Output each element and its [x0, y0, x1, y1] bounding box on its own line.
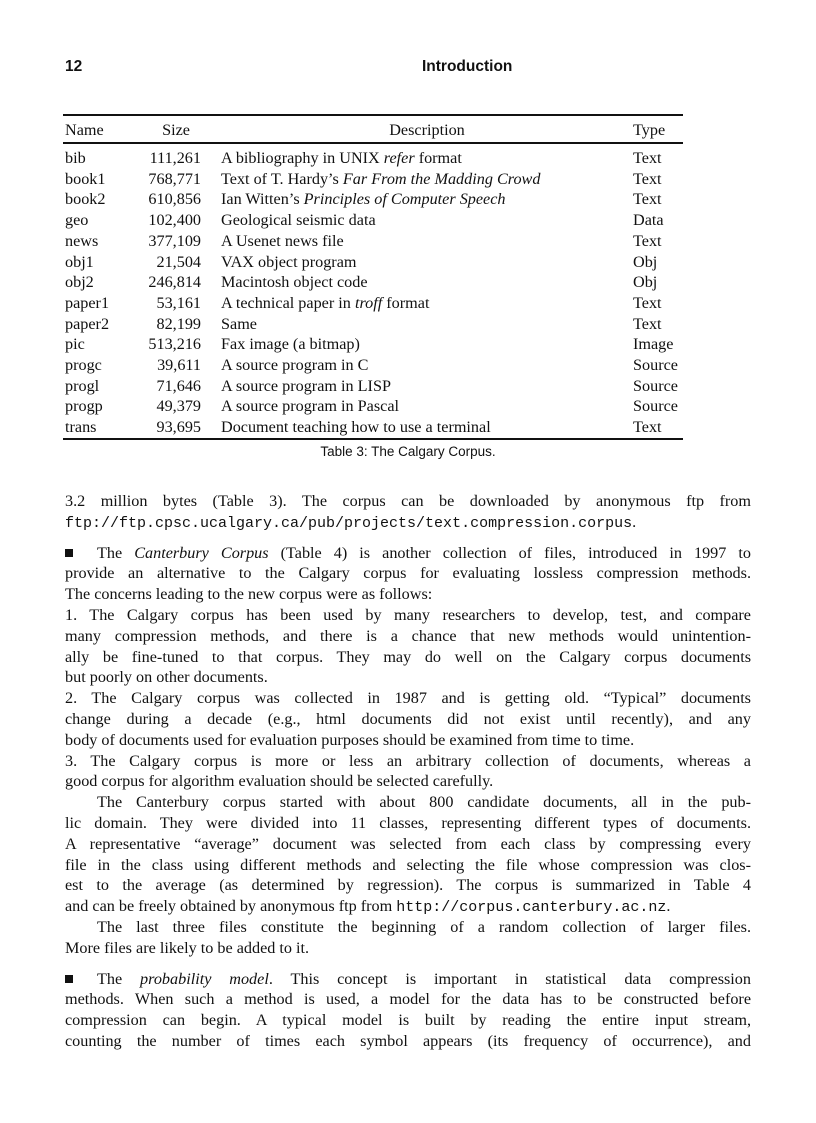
text-line — [65, 688, 751, 709]
text-segment: A source program in Pascal — [221, 397, 400, 416]
italic-text: probability model — [140, 969, 269, 988]
text-segment: The Canterbury corpus started with about 800 candidate documents, all in the pub- — [97, 793, 751, 812]
table-row — [63, 396, 683, 417]
text-segment: format — [382, 293, 430, 312]
file-size-cell: 768,771 — [148, 169, 201, 188]
file-size-cell: 71,646 — [156, 376, 201, 395]
text-segment: many compression methods, and there is a chance that new methods would unintention- — [65, 626, 751, 645]
description-cell — [221, 396, 633, 417]
file-name-cell: obj2 — [65, 273, 94, 292]
text-line — [65, 563, 751, 584]
text-line — [65, 647, 751, 668]
description-cell — [221, 355, 633, 376]
text-segment: A bibliography in UNIX — [221, 149, 384, 167]
text-segment: Macintosh object code — [221, 273, 368, 292]
text-segment: 3.2 million bytes (Table 3). The corpus can be downloaded by anonymous ftp from — [65, 492, 751, 510]
text-line — [65, 605, 751, 626]
description-cell — [221, 376, 633, 397]
text-line — [65, 896, 751, 917]
description-cell — [221, 272, 633, 293]
text-segment: . — [632, 512, 637, 531]
column-header-name: Name — [65, 120, 104, 139]
text-line — [65, 855, 751, 876]
text-line — [65, 730, 751, 751]
file-size-cell: 610,856 — [148, 190, 201, 209]
text-segment: Geological seismic data — [221, 211, 376, 230]
text-segment: change during a decade (e.g., html documents did not exist until recently), and any — [65, 709, 751, 728]
description-cell — [221, 210, 633, 231]
file-type-cell: Source — [633, 356, 678, 375]
text-segment: The — [97, 543, 135, 562]
file-size-cell: 377,109 — [148, 231, 201, 250]
text-segment: counting the number of times each symbol appears (its frequency of occurrence), and — [65, 1031, 751, 1050]
file-name-cell: book2 — [65, 190, 106, 209]
file-name-cell: paper1 — [65, 293, 110, 312]
calgary-corpus-table — [63, 114, 683, 440]
text-segment: Same — [221, 314, 257, 333]
description-cell — [221, 231, 633, 252]
file-name-cell: book1 — [65, 169, 106, 188]
text-segment: 3. The Calgary corpus is more or less an arbitrary collection of documents, whereas a — [65, 751, 751, 770]
paragraph — [65, 605, 751, 688]
column-header-type: Type — [633, 120, 666, 139]
table-header-row — [63, 115, 683, 143]
column-header-description: Description — [389, 120, 465, 139]
file-name-cell: progp — [65, 397, 103, 416]
file-type-cell: Text — [633, 314, 662, 333]
text-segment: More files are likely to be added to it. — [65, 938, 310, 957]
file-size-cell: 49,379 — [156, 397, 201, 416]
text-segment: lic domain. They were divided into 11 classes, representing different types of documents. — [65, 813, 751, 832]
text-segment: The last three files constitute the beginning of a random collection of larger files. — [97, 917, 751, 936]
text-line — [65, 989, 751, 1010]
paragraph — [65, 917, 751, 959]
file-size-cell: 111,261 — [149, 149, 201, 167]
text-line — [65, 491, 751, 512]
table-row — [63, 272, 683, 293]
file-name-cell: news — [65, 231, 99, 250]
text-segment: and can be freely obtained by anonymous ftp from — [65, 897, 397, 916]
text-segment: Text of T. Hardy’s — [221, 169, 343, 188]
file-name-cell: trans — [65, 418, 97, 437]
text-line — [65, 543, 751, 564]
file-size-cell: 82,199 — [156, 314, 201, 333]
file-size-cell: 93,695 — [156, 418, 201, 437]
table-row — [63, 169, 683, 190]
description-cell — [221, 334, 633, 355]
text-line — [65, 584, 751, 605]
text-segment: body of documents used for evaluation purposes should be examined from time to time. — [65, 730, 635, 749]
paragraph — [65, 543, 751, 605]
text-segment: A source program in LISP — [221, 376, 391, 395]
file-type-cell: Image — [633, 335, 674, 354]
file-size-cell: 102,400 — [148, 211, 201, 230]
text-line — [65, 1031, 751, 1052]
text-segment: The concerns leading to the new corpus were as follows: — [65, 585, 433, 604]
file-type-cell: Text — [633, 190, 662, 209]
text-segment: methods. When such a method is used, a model for the data has to be constructed before — [65, 990, 751, 1009]
text-segment: A representative “average” document was selected from each class by compressing every — [65, 834, 751, 853]
text-segment: The — [97, 969, 141, 988]
table-row — [63, 293, 683, 314]
italic-text: Canterbury Corpus — [134, 543, 269, 562]
file-size-cell: 513,216 — [148, 335, 201, 354]
file-name-cell: progc — [65, 356, 102, 375]
paragraph — [65, 491, 751, 533]
description-cell — [221, 314, 633, 335]
text-segment: A technical paper in — [221, 293, 355, 312]
file-type-cell: Text — [633, 231, 662, 250]
text-line — [65, 813, 751, 834]
file-type-cell: Source — [633, 376, 678, 395]
table-row — [63, 143, 683, 169]
text-line — [65, 792, 751, 813]
text-segment: A Usenet news file — [221, 231, 344, 250]
file-name-cell: geo — [65, 211, 89, 230]
text-segment: (Table 4) is another collection of files, introduced in 1997 to — [268, 543, 751, 562]
text-line — [65, 969, 751, 990]
text-segment: file in the class using different methods and selecting the file whose compression was clos- — [65, 855, 751, 874]
table-row — [63, 210, 683, 231]
text-segment: but poorly on other documents. — [65, 668, 268, 687]
page-number: 12 — [65, 58, 83, 75]
text-segment: 2. The Calgary corpus was collected in 1987 and is getting old. “Typical” documents — [65, 689, 751, 708]
text-segment: provide an alternative to the Calgary corpus for evaluating lossless compression methods. — [65, 564, 751, 583]
file-type-cell: Text — [633, 149, 662, 167]
text-line — [65, 834, 751, 855]
table-row — [63, 355, 683, 376]
table-row — [63, 231, 683, 252]
file-name-cell: bib — [65, 149, 86, 167]
text-line — [65, 512, 751, 533]
file-name-cell: progl — [65, 376, 100, 395]
file-type-cell: Source — [633, 397, 678, 416]
description-cell — [221, 293, 633, 314]
text-segment: A source program in C — [221, 356, 369, 375]
file-name-cell: obj1 — [65, 252, 94, 271]
table-row — [63, 314, 683, 335]
text-line — [65, 709, 751, 730]
file-name-cell: pic — [65, 335, 85, 354]
text-line — [65, 938, 751, 959]
file-size-cell: 53,161 — [156, 293, 201, 312]
text-line — [65, 875, 751, 896]
file-size-cell: 21,504 — [156, 252, 201, 271]
text-line — [65, 771, 751, 792]
text-line — [65, 917, 751, 938]
description-cell — [221, 417, 633, 439]
italic-text: troff — [354, 293, 383, 312]
table-row — [63, 417, 683, 439]
text-line — [65, 667, 751, 688]
file-size-cell: 246,814 — [148, 273, 201, 292]
chapter-title: Introduction — [422, 58, 513, 75]
description-cell — [221, 189, 633, 210]
description-cell — [221, 143, 633, 169]
text-segment: good corpus for algorithm evaluation should be selected carefully. — [65, 772, 494, 791]
italic-text: Principles of Computer Speech — [303, 190, 506, 209]
text-segment: Ian Witten’s — [221, 190, 304, 209]
bullet-square-icon — [65, 975, 73, 983]
url-text: http://corpus.canterbury.ac.nz — [396, 899, 667, 917]
file-type-cell: Text — [633, 169, 662, 188]
italic-text: Far From the Madding Crowd — [342, 169, 541, 188]
text-segment: compression can begin. A typical model is built by reading the entire input stream, — [65, 1011, 751, 1030]
table-row — [63, 189, 683, 210]
text-line — [65, 751, 751, 772]
file-size-cell: 39,611 — [157, 356, 201, 375]
table-row — [63, 334, 683, 355]
text-line — [65, 1010, 751, 1031]
text-segment: ally be fine-tuned to that corpus. They may do well on the Calgary corpus documents — [65, 647, 751, 666]
body-text — [65, 491, 751, 1052]
column-header-size: Size — [162, 120, 190, 139]
paragraph — [65, 688, 751, 750]
description-cell — [221, 252, 633, 273]
text-segment: 1. The Calgary corpus has been used by many researchers to develop, test, and compare — [65, 605, 751, 624]
paragraph — [65, 969, 751, 1052]
url-text: ftp://ftp.cpsc.ucalgary.ca/pub/projects/text.compression.corpus — [65, 514, 633, 532]
text-segment: . This concept is important in statistical data compression — [268, 969, 751, 988]
bullet-square-icon — [65, 549, 73, 557]
file-type-cell: Data — [633, 211, 664, 230]
paragraph — [65, 751, 751, 793]
description-cell — [221, 169, 633, 190]
table-row — [63, 252, 683, 273]
text-segment: format — [414, 149, 462, 167]
table-row — [63, 376, 683, 397]
text-segment: est to the average (as determined by regression). The corpus is summarized in Table 4 — [65, 876, 751, 895]
text-segment: Document teaching how to use a terminal — [221, 418, 491, 437]
file-name-cell: paper2 — [65, 314, 110, 333]
text-segment: . — [666, 897, 671, 916]
italic-text: refer — [383, 149, 415, 167]
table-caption: Table 3: The Calgary Corpus. — [320, 444, 496, 459]
paragraph — [65, 792, 751, 917]
text-segment: Fax image (a bitmap) — [221, 335, 360, 354]
file-type-cell: Text — [633, 293, 662, 312]
text-segment: VAX object program — [221, 252, 357, 271]
file-type-cell: Obj — [633, 273, 658, 292]
file-type-cell: Obj — [633, 252, 658, 271]
file-type-cell: Text — [633, 418, 662, 437]
text-line — [65, 626, 751, 647]
